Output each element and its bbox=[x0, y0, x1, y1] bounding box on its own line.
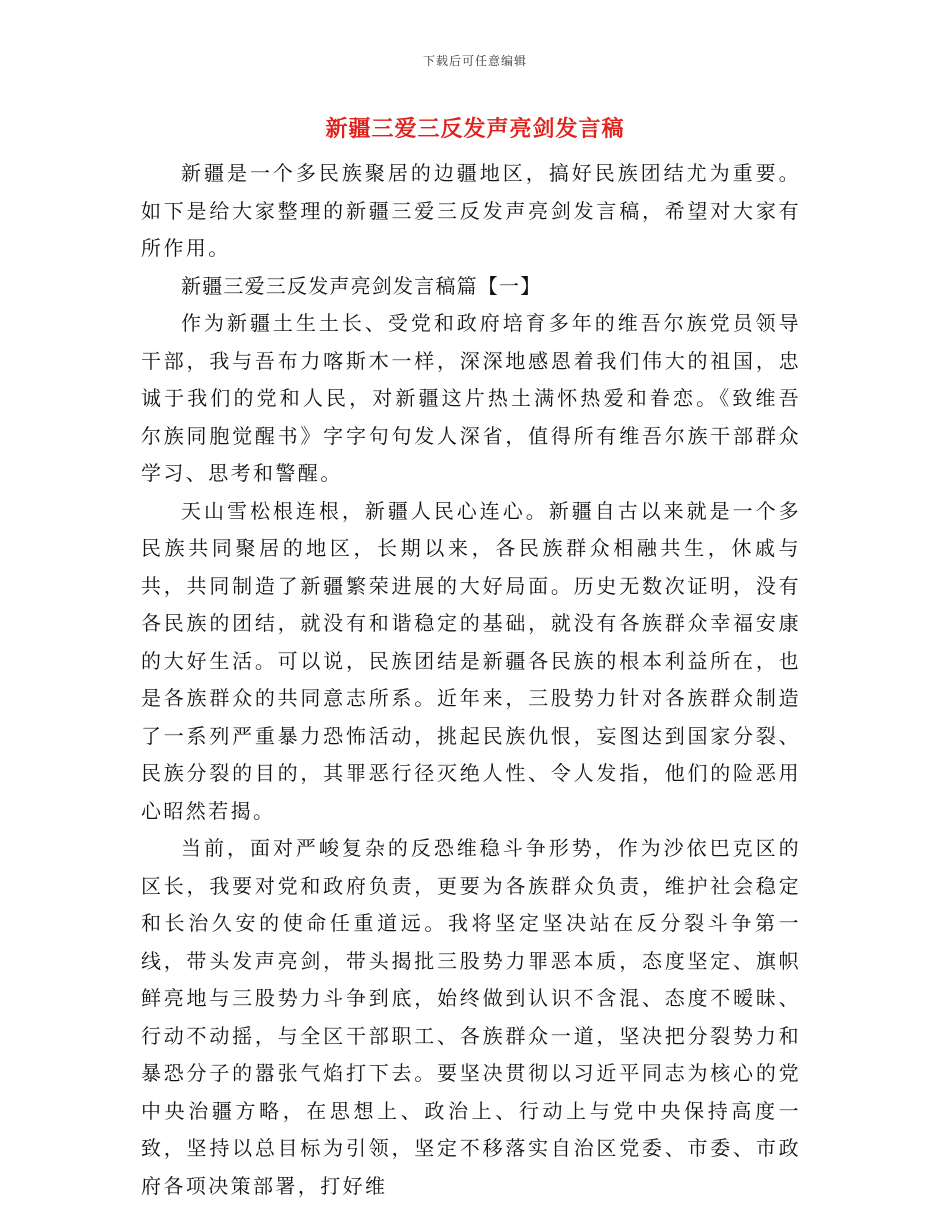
document-body bbox=[141, 155, 801, 1205]
header-note: 下载后可任意编辑 bbox=[422, 54, 527, 68]
section-heading: 新疆三爱三反发声亮剑发言稿篇【一】 bbox=[181, 273, 542, 298]
intro-paragraph: 新疆是一个多民族聚居的边疆地区，搞好民族团结尤为重要。如下是给大家整理的新疆三爱三反发声亮剑发言稿，希望对大家有所作用。 bbox=[141, 161, 801, 260]
body-paragraph: 作为新疆土生土长、受党和政府培育多年的维吾尔族党员领导干部，我与吾布力喀斯木一样，深深地感恩着我们伟大的祖国，忠诚于我们的党和人民，对新疆这片热土满怀热爱和眷恋。《致维吾尔族同胞觉醒书》字字句句发人深省，值得所有维吾尔族干部群众学习、思考和警醒。 bbox=[141, 311, 801, 485]
document-title: 新疆三爱三反发声亮剑发言稿 bbox=[325, 116, 625, 142]
body-paragraph: 天山雪松根连根，新疆人民心连心。新疆自古以来就是一个多民族共同聚居的地区，长期以来，各民族群众相融共生，休戚与共，共同制造了新疆繁荣进展的大好局面。历史无数次证明，没有各民族的团结，就没有和谐稳定的基础，就没有各族群众幸福安康的大好生活。可以说，民族团结是新疆各民族的根本利益所在，也是各族群众的共同意志所系。近年来，三股势力针对各族群众制造了一系列严重暴力恐怖活动，挑起民族仇恨，妄图达到国家分裂、民族分裂的目的，其罪恶行径灭绝人性、令人发指，他们的险恶用心昭然若揭。 bbox=[141, 498, 801, 823]
body-paragraph: 当前，面对严峻复杂的反恐维稳斗争形势，作为沙依巴克区的区长，我要对党和政府负责，更要为各族群众负责，维护社会稳定和长治久安的使命任重道远。我将坚定坚决站在反分裂斗争第一线，带头发声亮剑，带头揭批三股势力罪恶本质，态度坚定、旗帜鲜亮地与三股势力斗争到底，始终做到认识不含混、态度不暧昧、行动不动摇，与全区干部职工、各族群众一道，坚决把分裂势力和暴恐分子的嚣张气焰打下去。要坚决贯彻以习近平同志为核心的党中央治疆方略，在思想上、政治上、行动上与党中央保持高度一致，坚持以总目标为引领，坚定不移落实自治区党委、市委、市政府各项决策部署，打好维 bbox=[141, 836, 801, 1198]
